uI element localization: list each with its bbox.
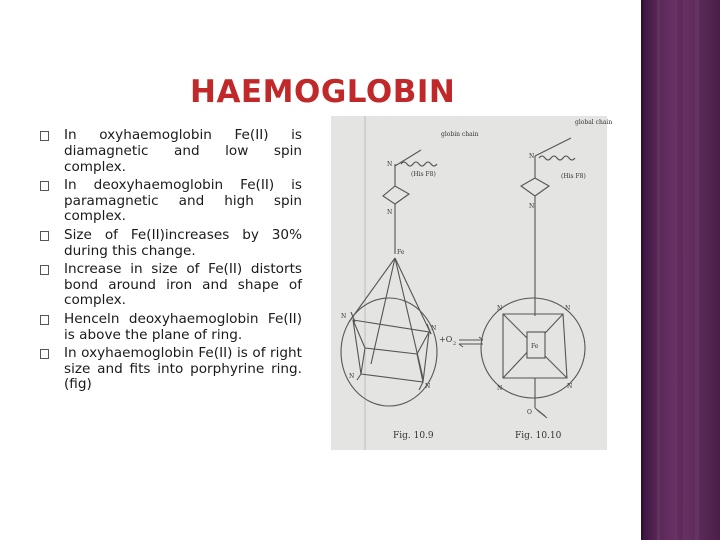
right-n-label-5: N [497,385,503,392]
bullet-box-icon [40,315,49,325]
right-his-label: (His F8) [561,173,586,180]
bullet-text: In oxyhaemoglobin Fe(II) is of right size and fits into porphyrine ring.(fig) [64,344,302,393]
left-n-label-3: N [341,313,347,320]
bullet-item [40,262,302,309]
bullet-text: Henceln deoxyhaemoglobin Fe(II) is above the plane of ring. [64,310,302,343]
right-n-label-1: N [529,153,535,160]
bullet-box-icon [40,265,49,275]
bullet-item [40,228,302,260]
bullet-box-icon [40,231,49,241]
bullet-box-icon [40,181,49,191]
right-o-label: O [527,409,532,416]
right-n-label-2: N [529,203,535,210]
right-n-label-4: N [565,305,571,312]
right-chain-label: global chain [575,119,613,126]
bullet-item [40,346,302,393]
reaction-label: +O [439,335,453,344]
bullet-item [40,128,302,175]
bullet-text: In oxyhaemoglobin Fe(II) is diamagnetic and low spin complex. [64,127,302,175]
slide-title: HAEMOGLOBIN [190,74,456,110]
left-n-label-2: N [387,209,393,216]
right-n-label-3: N [497,305,503,312]
left-his-label: (His F8) [411,171,436,178]
sidebar-stripe [657,0,660,540]
bullet-box-icon [40,349,49,359]
sidebar-stripe [677,0,683,540]
left-caption: Fig. 10.9 [393,431,434,441]
reaction-subscript: 2 [453,341,457,347]
left-n-label-4: N [431,325,437,332]
right-caption: Fig. 10.10 [515,431,562,441]
bullet-list [40,128,302,396]
decorative-sidebar [643,0,720,540]
left-fe-label: Fe [397,249,405,256]
bullet-text: In deoxyhaemoglobin Fe(II) is paramagnetic and high spin complex. [64,176,302,225]
left-n-label-5: N [349,373,355,380]
left-chain-label: globin chain [441,131,479,138]
left-n-label-6: N [425,383,431,390]
bullet-item [40,178,302,225]
haemoglobin-figure [331,116,613,450]
bullet-text: Size of Fe(II)increases by 30% during this change. [64,226,302,259]
right-fe-label: Fe [531,343,539,350]
left-n-label-1: N [387,161,393,168]
sidebar-stripe [695,0,699,540]
bullet-box-icon [40,131,49,141]
right-n-label-6: N [567,383,573,390]
figure-drawing [331,116,613,450]
bullet-item [40,312,302,344]
bullet-text: Increase in size of Fe(II) distorts bond around iron and shape of complex. [64,260,302,309]
